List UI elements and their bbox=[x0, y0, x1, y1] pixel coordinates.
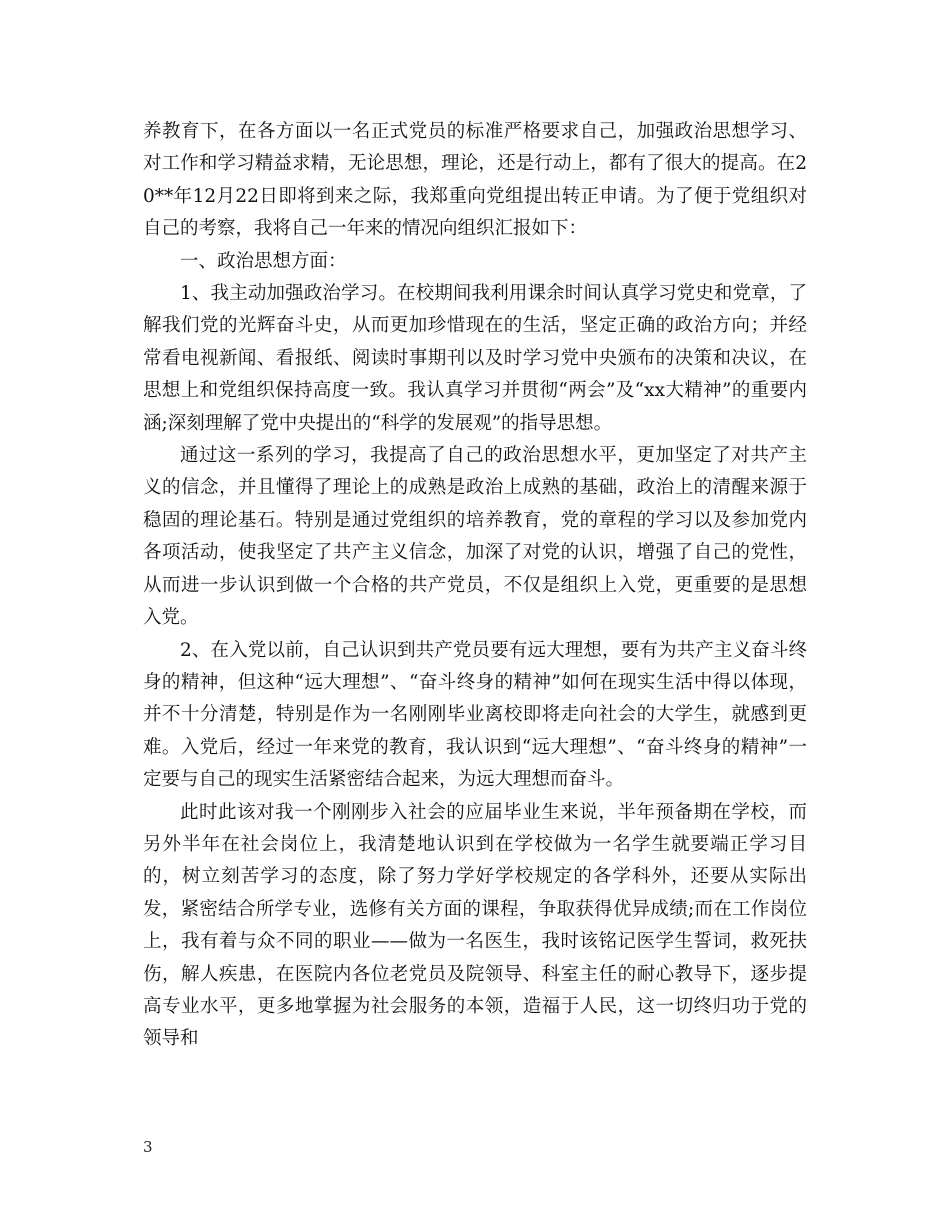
paragraph-4: 通过这一系列的学习，我提高了自己的政治思想水平，更加坚定了对共产主义的信念，并且懂得了理论上的成熟是政治上成熟的基础，政治上的清醒来源于稳固的理论基石。特别是通过党组织的培养教育，党的章程的学习以及参加党内各项活动，使我坚定了共产主义信念，加深了对党的认识，增强了自己的党性，从而进一步认识到做一个合格的共产党员，不仅是组织上入党，更重要的是思想入党。 bbox=[143, 445, 807, 629]
page-number: 3 bbox=[143, 1138, 153, 1156]
section-heading-political: 一、政治思想方面： bbox=[180, 250, 347, 272]
paragraph-3: 1、我主动加强政治学习。在校期间我利用课余时间认真学习党史和党章，了解我们党的光辉奋斗史，从而更加珍惜现在的生活，坚定正确的政治方向；并经常看电视新闻、看报纸、阅读时事期刊以及时学习党中央颁布的决策和决议，在思想上和党组织保持高度一致。我认真学习并贯彻“两会”及“xx大精神”的重要内涵;深刻理解了党中央提出的“科学的发展观”的指导思想。 bbox=[143, 283, 807, 434]
paragraph-5: 2、在入党以前，自己认识到共产党员要有远大理想，要有为共产主义奋斗终身的精神，但这种“远大理想”、“奋斗终身的精神”如何在现实生活中得以体现，并不十分清楚，特别是作为一名刚刚毕业离校即将走向社会的大学生，就感到更难。入党后，经过一年来党的教育，我认识到“远大理想”、“奋斗终身的精神”一定要与自己的现实生活紧密结合起来，为远大理想而奋斗。 bbox=[143, 639, 807, 791]
document-body bbox=[143, 116, 807, 1056]
paragraph-1: 养教育下，在各方面以一名正式党员的标准严格要求自己，加强政治思想学习、对工作和学习精益求精，无论思想，理论，还是行动上，都有了很大的提高。在20**年12月22日即将到来之际，我郑重向党组提出转正申请。为了便于党组织对自己的考察，我将自己一年来的情况向组织汇报如下： bbox=[143, 121, 807, 240]
paragraph-6: 此时此该对我一个刚刚步入社会的应届毕业生来说，半年预备期在学校，而另外半年在社会岗位上，我清楚地认识到在学校做为一名学生就要端正学习目的，树立刻苦学习的态度，除了努力学好学校规定的各学科外，还要从实际出发，紧密结合所学专业，选修有关方面的课程，争取获得优异成绩;而在工作岗位上，我有着与众不同的职业——做为一名医生，我时该铭记医学生誓词，救死扶伤，解人疾患，在医院内各位老党员及院领导、科室主任的耐心教导下，逐步提高专业水平，更多地掌握为社会服务的本领，造福于人民，这一切终归功于党的领导和 bbox=[143, 801, 807, 1050]
